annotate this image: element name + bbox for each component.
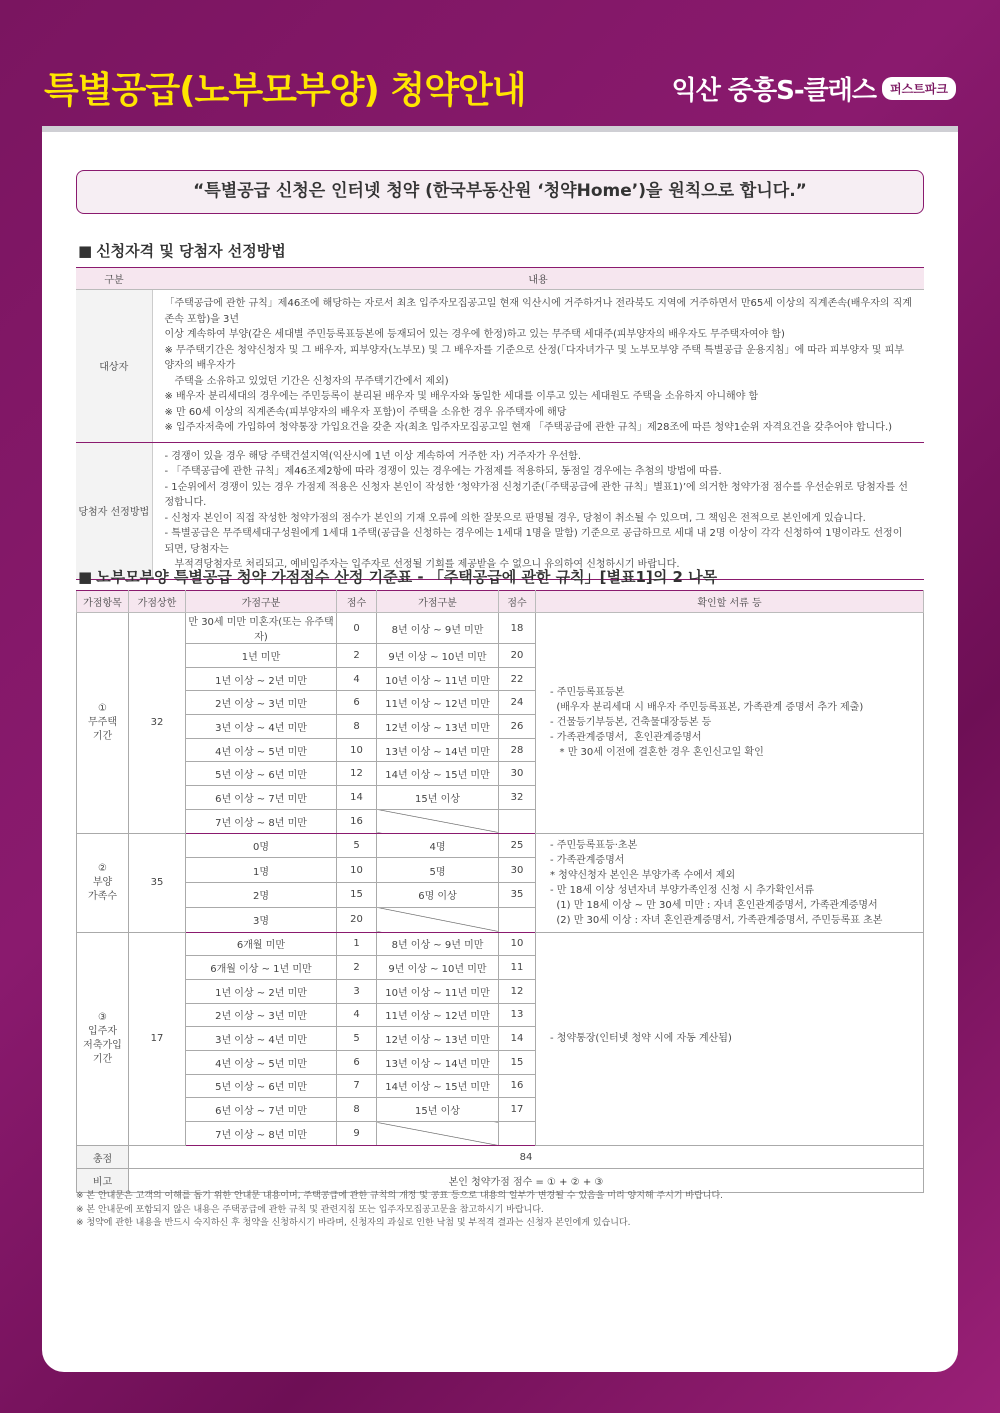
score-range-cell: 12년 이상 ~ 13년 미만 (377, 1027, 499, 1051)
footnote: ※ 청약에 관한 내용을 반드시 숙지하신 후 청약을 신청하시기 바라며, 신청자의 과실로 인한 낙첨 및 부적격 결과는 신청자 본인에게 있습니다. (76, 1218, 631, 1228)
score-points-cell: 15 (499, 1050, 536, 1074)
score-range-cell: 0명 (186, 833, 337, 858)
score-col-header: 가점항목 (77, 591, 129, 613)
row-label-selection: 당첨자 선정방법 (76, 442, 152, 579)
score-range-cell: 11년 이상 ~ 12년 미만 (377, 691, 499, 715)
square-bullet-icon: ■ (78, 568, 93, 586)
required-documents: - 주민등록표등본 (배우자 분리세대 시 배우자 주민등록표본, 가족관계 증명서 추가 제출) - 건물등기부등본, 건축물대장등본 등 - 가족관계증명서, 혼인관계증명서 * 만 30세 이전에 결혼한 경우 혼인신고일 확인 (536, 613, 924, 834)
total-row (77, 1145, 924, 1169)
required-documents: - 주민등록표등·초본 - 가족관계증명서 * 청약신청자 본인은 부양가족 수에서 제외 - 만 18세 이상 성년자녀 부양가족인정 신청 시 추가확인서류 (1) 만 18세 이상 ~ 만 30세 미만 : 자녀 혼인관계증명서, 가족관계증명서 (2) 만 30세 이상 : 자녀 혼인관계증명서, 가족관계증명서, 주민등록표 초본 (536, 833, 924, 932)
score-range-cell: 1년 이상 ~ 2년 미만 (186, 667, 337, 691)
section2-title-text: 노부모부양 특별공급 청약 가점점수 산정 기준표 - 「주택공급에 관한 규칙」[별표1]의 2 나목 (96, 568, 718, 586)
score-range-cell: 3년 이상 ~ 4년 미만 (186, 715, 337, 739)
score-range-cell: 4년 이상 ~ 5년 미만 (186, 1050, 337, 1074)
page-title: 특별공급(노부모부양) 청약안내 (44, 70, 526, 111)
score-points-cell: 12 (499, 979, 536, 1003)
score-col-header: 점수 (337, 591, 377, 613)
score-points-cell: 7 (337, 1074, 377, 1098)
score-range-cell: 7년 이상 ~ 8년 미만 (186, 809, 337, 833)
score-col-header: 점수 (499, 591, 536, 613)
score-points-cell: 16 (499, 1074, 536, 1098)
row-content-target: 「주택공급에 관한 규칙」제46조에 해당하는 자로서 최초 입주자모집공고일 현재 익산시에 거주하거나 전라북도 지역에 거주하면서 만65세 이상의 직계존속(배우자의 직계존속 포함)을 3년 이상 계속하여 부양(같은 세대별 주민등록표등본에 등재되어 있는 경우에 한정)하고 있는 무주택 세대주(피부양자의 배우자도 무주택자여야 함) ※ 무주택기간은 청약신청자 및 그 배우자, 피부양자(노부모) 및 그 배우자를 기준으로 산정(「다자녀가구 및 노부모부양 주택 특별공급 운용지침」에 따라 피부양자 및 피부양자의 배우자가 주택을 소유하고 있었던 기간은 신청자의 무주택기간에서 제외) ※ 배우자 분리세대의 경우에는 주민등록이 분리된 배우자 및 배우자와 동일한 세대를 이루고 있는 세대원도 주택을 소유하지 아니해야 함 ※ 만 60세 이상의 직계존속(피부양자의 배우자 포함)이 주택을 소유한 경우 유주택자에 해당 ※ 입주자저축에 가입하여 청약통장 가입요건을 갖춘 자(최초 입주자모집공고일 현재 「주택공급에 관한 규칙」제28조에 따른 청약1순위 자격요건을 갖추어야 합니다.) (152, 290, 924, 443)
notice-box: “특별공급 신청은 인터넷 청약 (한국부동산원 ‘청약Home’)을 원칙으로 합니다.” (76, 170, 924, 214)
score-range-cell: 15년 이상 (377, 1098, 499, 1122)
score-points-cell: 6 (337, 1050, 377, 1074)
score-range-cell: 10년 이상 ~ 11년 미만 (377, 979, 499, 1003)
section1-title-text: 신청자격 및 당첨자 선정방법 (96, 242, 286, 260)
score-points-cell: 5 (337, 833, 377, 858)
score-range-cell: 6년 이상 ~ 7년 미만 (186, 1098, 337, 1122)
score-range-cell: 13년 이상 ~ 14년 미만 (377, 1050, 499, 1074)
col-header-category: 구분 (76, 268, 152, 290)
empty-cell-diagonal (377, 809, 499, 833)
table-row (77, 833, 924, 858)
score-points-cell: 35 (499, 883, 536, 908)
score-range-cell: 6명 이상 (377, 883, 499, 908)
note-row-label: 비고 (77, 1169, 129, 1193)
score-range-cell: 5년 이상 ~ 6년 미만 (186, 762, 337, 786)
required-documents: - 청약통장(인터넷 청약 시에 자동 계산됨) (536, 932, 924, 1145)
note-row-value: 본인 청약가점 점수 = ① + ② + ③ (129, 1169, 924, 1193)
score-points-cell: 32 (499, 786, 536, 810)
score-points-cell: 28 (499, 738, 536, 762)
brand-logo (672, 70, 956, 107)
score-range-cell: 4명 (377, 833, 499, 858)
score-range-cell: 4년 이상 ~ 5년 미만 (186, 738, 337, 762)
score-range-cell: 3년 이상 ~ 4년 미만 (186, 1027, 337, 1051)
score-range-cell: 9년 이상 ~ 10년 미만 (377, 956, 499, 980)
score-points-cell: 2 (337, 644, 377, 668)
score-range-cell: 2명 (186, 883, 337, 908)
score-range-cell: 8년 이상 ~ 9년 미만 (377, 613, 499, 644)
score-points-cell: 10 (499, 932, 536, 956)
table-row (77, 932, 924, 956)
section2-title (78, 566, 717, 587)
score-points-cell: 16 (337, 809, 377, 833)
score-points-cell: 12 (337, 762, 377, 786)
score-points-cell: 10 (337, 738, 377, 762)
score-points-cell: 10 (337, 858, 377, 883)
score-points-cell: 14 (499, 1027, 536, 1051)
score-points-cell: 9 (337, 1122, 377, 1146)
score-range-cell: 11년 이상 ~ 12년 미만 (377, 1003, 499, 1027)
score-points-cell: 8 (337, 1098, 377, 1122)
eligibility-table (76, 267, 924, 580)
row-content-selection: - 경쟁이 있을 경우 해당 주택건설지역(익산시에 1년 이상 계속하여 거주한 자) 거주자가 우선함. - 「주택공급에 관한 규칙」제46조제2항에 따라 경쟁이 있는 경우에는 가점제를 적용하되, 동점일 경우에는 추첨의 방법에 따름. - 1순위에서 경쟁이 있는 경우 가점제 적용은 신청자 본인이 작성한 ‘청약가점 신청기준(「주택공급에 관한 규칙」별표1)’에 의거한 청약가점 점수를 우선순위로 당첨자를 선정합니다. - 신청자 본인이 직접 작성한 청약가점의 점수가 본인의 기재 오류에 의한 잘못으로 판명될 경우, 당첨이 취소될 수 있으며, 그 책임은 전적으로 본인에게 있습니다. - 특별공급은 무주택세대구성원에게 1세대 1주택(공급을 신청하는 경우에는 1세대 1명을 말함) 기준으로 공급하므로 세대 내 2명 이상이 각각 신청하여 1명이라도 선정이 되면, 당첨자는 부적격당첨자로 처리되고, 예비입주자는 입주자로 선정될 기회를 제공받을 수 없으니 유의하여 신청하시기 바랍니다. (152, 442, 924, 579)
score-range-cell: 6개월 이상 ~ 1년 미만 (186, 956, 337, 980)
square-bullet-icon: ■ (78, 242, 93, 260)
row-label-target: 대상자 (76, 290, 152, 443)
footnote: ※ 본 안내문에 포함되지 않은 내용은 주택공급에 관한 규칙 및 관련지침 또는 입주자모집공고문을 참고하시기 바랍니다. (76, 1204, 544, 1215)
score-points-cell: 13 (499, 1003, 536, 1027)
header (0, 0, 1000, 125)
score-range-cell: 6개월 미만 (186, 932, 337, 956)
score-points-cell: 11 (499, 956, 536, 980)
score-max: 35 (129, 833, 186, 932)
score-range-cell: 5명 (377, 858, 499, 883)
empty-cell (499, 907, 536, 932)
score-points-cell: 4 (337, 667, 377, 691)
score-range-cell: 12년 이상 ~ 13년 미만 (377, 715, 499, 739)
score-range-cell: 1년 미만 (186, 644, 337, 668)
score-points-cell: 20 (499, 644, 536, 668)
score-points-cell: 30 (499, 858, 536, 883)
score-points-cell: 8 (337, 715, 377, 739)
score-range-cell: 15년 이상 (377, 786, 499, 810)
score-points-cell: 18 (499, 613, 536, 644)
score-points-cell: 25 (499, 833, 536, 858)
score-points-cell: 0 (337, 613, 377, 644)
total-row-value: 84 (129, 1145, 924, 1169)
score-item-label: ③ 입주자 저축가입 기간 (77, 932, 129, 1145)
score-range-cell: 3명 (186, 907, 337, 932)
footnote: ※ 본 안내문은 고객의 이해를 돕기 위한 안내문 내용이며, 주택공급에 관한 규칙의 개정 및 공표 등으로 내용의 일부가 변경될 수 있음을 미리 양지해 주시기 바랍니다. (76, 1191, 724, 1201)
score-points-cell: 17 (499, 1098, 536, 1122)
total-row-label: 총점 (77, 1145, 129, 1169)
score-points-cell: 20 (337, 907, 377, 932)
score-col-header: 확인할 서류 등 (536, 591, 924, 613)
score-points-cell: 3 (337, 979, 377, 1003)
footnotes (76, 1190, 723, 1231)
content-card (42, 126, 958, 1372)
score-item-label: ① 무주택 기간 (77, 613, 129, 834)
score-range-cell: 2년 이상 ~ 3년 미만 (186, 1003, 337, 1027)
section1-title (78, 240, 286, 261)
score-max: 17 (129, 932, 186, 1145)
score-points-cell: 5 (337, 1027, 377, 1051)
empty-cell (499, 809, 536, 833)
score-range-cell: 만 30세 미만 미혼자(또는 유주택자) (186, 613, 337, 644)
score-points-cell: 22 (499, 667, 536, 691)
score-range-cell: 1년 이상 ~ 2년 미만 (186, 979, 337, 1003)
score-col-header: 가점구분 (186, 591, 337, 613)
score-range-cell: 9년 이상 ~ 10년 미만 (377, 644, 499, 668)
score-points-cell: 14 (337, 786, 377, 810)
empty-cell-diagonal (377, 1122, 499, 1146)
score-range-cell: 10년 이상 ~ 11년 미만 (377, 667, 499, 691)
brand-name: 익산 중흥S-클래스 (671, 76, 877, 106)
score-points-cell: 30 (499, 762, 536, 786)
score-item-label: ② 부양 가족수 (77, 833, 129, 932)
score-points-cell: 24 (499, 691, 536, 715)
score-range-cell: 2년 이상 ~ 3년 미만 (186, 691, 337, 715)
score-points-cell: 1 (337, 932, 377, 956)
table-row (77, 613, 924, 644)
score-col-header: 가점구분 (377, 591, 499, 613)
score-range-cell: 7년 이상 ~ 8년 미만 (186, 1122, 337, 1146)
score-range-cell: 1명 (186, 858, 337, 883)
score-table (76, 590, 924, 1193)
score-range-cell: 8년 이상 ~ 9년 미만 (377, 932, 499, 956)
note-row (77, 1169, 924, 1193)
score-points-cell: 2 (337, 956, 377, 980)
score-max: 32 (129, 613, 186, 834)
empty-cell-diagonal (377, 907, 499, 932)
col-header-content: 내용 (152, 268, 924, 290)
empty-cell (499, 1122, 536, 1146)
score-range-cell: 5년 이상 ~ 6년 미만 (186, 1074, 337, 1098)
score-col-header: 가점상한 (129, 591, 186, 613)
score-range-cell: 14년 이상 ~ 15년 미만 (377, 762, 499, 786)
score-points-cell: 4 (337, 1003, 377, 1027)
score-points-cell: 26 (499, 715, 536, 739)
score-points-cell: 15 (337, 883, 377, 908)
score-range-cell: 14년 이상 ~ 15년 미만 (377, 1074, 499, 1098)
score-range-cell: 13년 이상 ~ 14년 미만 (377, 738, 499, 762)
score-points-cell: 6 (337, 691, 377, 715)
score-range-cell: 6년 이상 ~ 7년 미만 (186, 786, 337, 810)
brand-badge: 퍼스트파크 (882, 77, 956, 100)
